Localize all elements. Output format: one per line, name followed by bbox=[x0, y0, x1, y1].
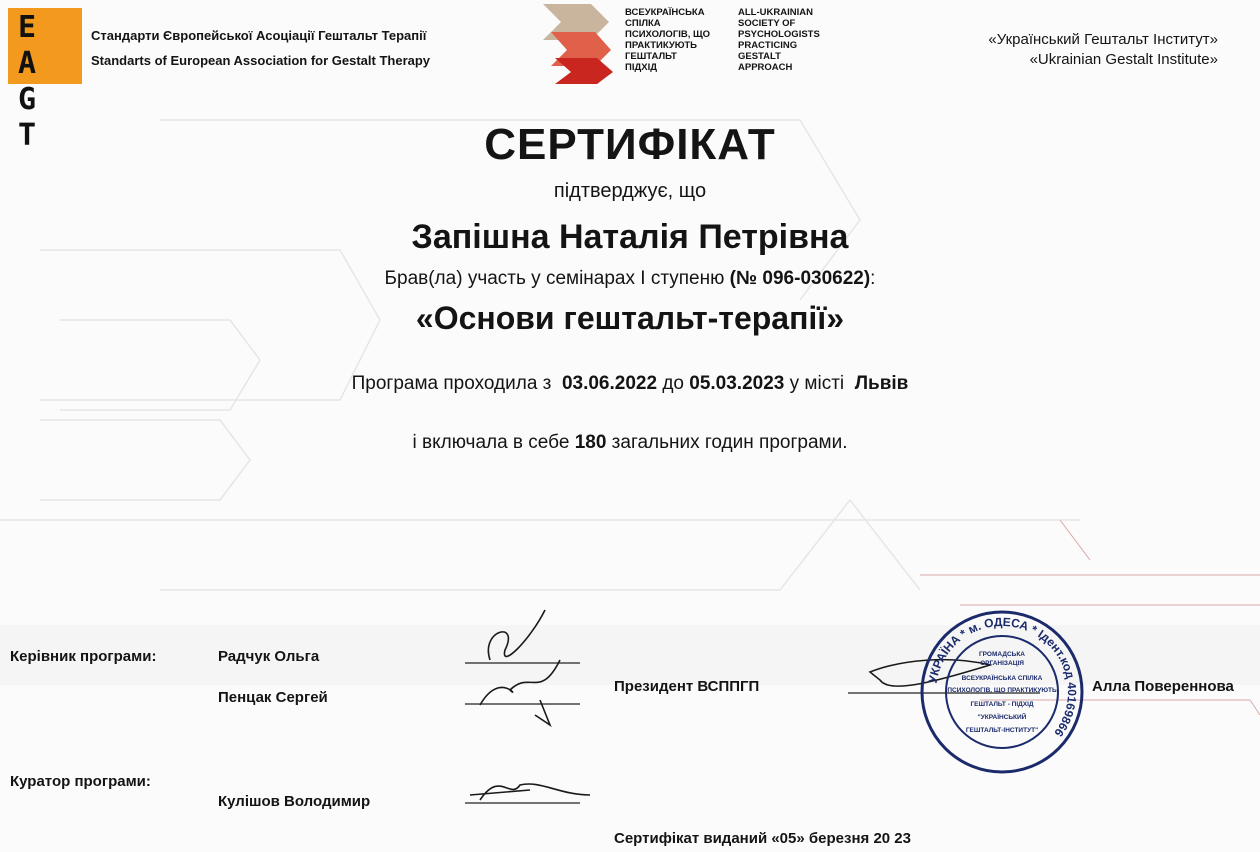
eagt-logo-letters: EAGT bbox=[18, 10, 47, 153]
hours-line: і включала в себе 180 загальних годин програми. bbox=[412, 432, 848, 453]
president-label: Президент ВСППГП bbox=[614, 678, 760, 695]
eagt-name-en: Standarts of European Association for Gestalt Therapy bbox=[91, 53, 431, 68]
seminar-number: (№ 096-030622) bbox=[729, 268, 871, 289]
svg-text:ПСИХОЛОГІВ, ЩО ПРАКТИКУЮТЬ: ПСИХОЛОГІВ, ЩО ПРАКТИКУЮТЬ bbox=[947, 687, 1057, 694]
svg-text:"УКРАЇНСЬКИЙ: "УКРАЇНСЬКИЙ bbox=[977, 714, 1027, 721]
svg-text:ГРОМАДСЬКА: ГРОМАДСЬКА bbox=[979, 651, 1025, 658]
curator-label: Куратор програми: bbox=[10, 773, 151, 790]
eagt-name-ua: Стандарти Європейської Асоціації Гештальт Терапії bbox=[91, 28, 427, 43]
confirms-text: підтверджує, що bbox=[553, 180, 707, 202]
program-head-2: Пенцак Сергей bbox=[218, 689, 328, 706]
svg-text:ГЕШТАЛЬТ - ПІДХІД: ГЕШТАЛЬТ - ПІДХІД bbox=[970, 701, 1034, 708]
program-head-label: Керівник програми: bbox=[10, 648, 157, 665]
issue-date-line: Сертифікат виданий «05» березня 20 23 bbox=[614, 830, 911, 847]
ugi-name: «Український Гештальт Інститут» «Ukrainian Gestalt Institute» bbox=[988, 31, 1218, 68]
curator-name: Кулішов Володимир bbox=[218, 793, 371, 810]
signature-marks bbox=[470, 610, 990, 800]
program-head-1: Радчук Ольга bbox=[218, 648, 320, 665]
vsppgp-name-ua: ВСЕУКРАЇНСЬКА СПІЛКА ПСИХОЛОГІВ, ЩО ПРАКТИКУЮТЬ ГЕШТАЛЬТ ПІДХІД bbox=[625, 7, 711, 73]
president-name: Алла Повереннова bbox=[1092, 678, 1234, 695]
course-title: «Основи гештальт-терапії» bbox=[415, 300, 845, 336]
participation-line: Брав(ла) участь у семінарах І ступеню (№ 096-030622): bbox=[384, 268, 876, 289]
svg-text:ОРГАНІЗАЦІЯ: ОРГАНІЗАЦІЯ bbox=[980, 660, 1024, 667]
vsppgp-name-en: ALL-UKRAINIAN SOCIETY OF PSYCHOLOGISTS PRACTICING GESTALT APPROACH bbox=[738, 7, 820, 73]
program-dates-line: Програма проходила з 03.06.2022 до 05.03.2023 у місті Львів bbox=[351, 373, 909, 394]
official-stamp bbox=[918, 608, 1086, 776]
certificate-title: СЕРТИФІКАТ bbox=[484, 120, 776, 169]
svg-text:ГЕШТАЛЬТ-ІНСТИТУТ": ГЕШТАЛЬТ-ІНСТИТУТ" bbox=[965, 727, 1039, 734]
svg-text:УКРАЇНА * м. ОДЕСА * Ідент.код: УКРАЇНА * м. ОДЕСА * Ідент.код 40169866 bbox=[925, 614, 1080, 740]
recipient-name: Запішна Наталія Петрівна bbox=[411, 218, 849, 256]
svg-text:ВСЕУКРАЇНСЬКА СПІЛКА: ВСЕУКРАЇНСЬКА СПІЛКА bbox=[961, 675, 1043, 682]
